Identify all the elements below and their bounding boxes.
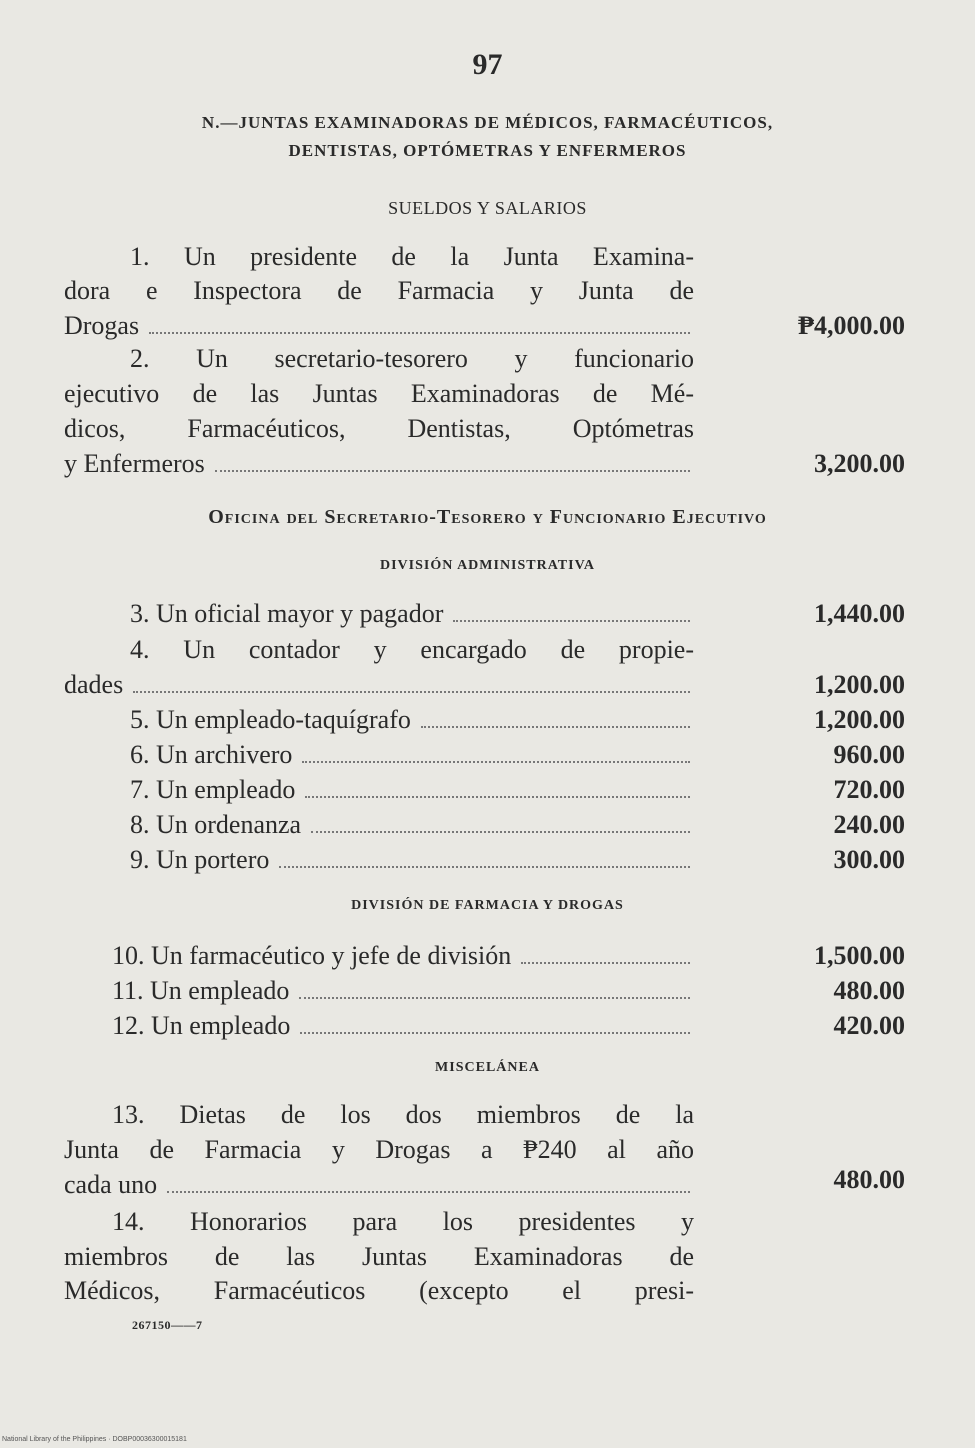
item-3-line — [130, 597, 694, 631]
item-5-label: 5. Un empleado-taquígrafo — [130, 705, 411, 734]
item-8-amount: 240.00 — [833, 810, 905, 839]
miscelanea-heading: MISCELÁNEA — [435, 1060, 540, 1075]
item-6-line — [130, 738, 694, 772]
item-14-line-2: miembros de las Juntas Examinadoras de — [64, 1242, 694, 1271]
item-9-line — [130, 843, 694, 877]
item-3-label: 3. Un oficial mayor y pagador — [130, 599, 444, 628]
leader-dots — [300, 1032, 690, 1034]
item-2-line-3: dicos, Farmacéuticos, Dentistas, Optómetras — [64, 414, 694, 443]
item-10-line — [112, 939, 694, 973]
item-5-line — [130, 703, 694, 737]
item-10-amount: 1,500.00 — [814, 941, 905, 970]
item-12-amount: 420.00 — [833, 1011, 905, 1040]
item-10-label: 10. Un farmacéutico y jefe de división — [112, 941, 512, 970]
item-1-line-1: 1. Un presidente de la Junta Examina- — [130, 242, 694, 271]
oficina-heading: Oficina del Secretario-Tesorero y Funcionario Ejecutivo — [208, 506, 767, 528]
item-12-line — [112, 1009, 694, 1043]
library-attribution: National Library of the Philippines · DOBP00036300015181 — [2, 1436, 187, 1443]
item-2-line-1: 2. Un secretario-tesorero y funcionario — [130, 344, 694, 373]
item-13-line-2: Junta de Farmacia y Drogas a ₱240 al año — [64, 1135, 694, 1164]
item-3-amount: 1,440.00 — [814, 599, 905, 628]
leader-dots — [215, 470, 690, 472]
item-6-amount: 960.00 — [833, 740, 905, 769]
item-14-line-3: Médicos, Farmacéuticos (excepto el presi- — [64, 1276, 694, 1305]
division-farmacia-heading: DIVISIÓN DE FARMACIA Y DROGAS — [351, 898, 624, 913]
item-2-line-4 — [64, 447, 694, 481]
item-1-label-end: Drogas — [64, 311, 140, 340]
item-7-amount: 720.00 — [833, 775, 905, 804]
leader-dots — [149, 332, 690, 334]
item-1-amount: ₱4,000.00 — [798, 311, 905, 340]
leader-dots — [133, 691, 690, 693]
item-11-label: 11. Un empleado — [112, 976, 290, 1005]
item-4-label-end: dades — [64, 670, 124, 699]
item-9-amount: 300.00 — [833, 845, 905, 874]
item-2-label-end: y Enfermeros — [64, 449, 205, 478]
item-4-line-1: 4. Un contador y encargado de propie- — [130, 635, 694, 664]
item-7-line — [130, 773, 694, 807]
section-title-line-2: DENTISTAS, OPTÓMETRAS Y ENFERMEROS — [288, 141, 687, 160]
division-administrativa-heading: DIVISIÓN ADMINISTRATIVA — [379, 558, 596, 573]
item-8-line — [130, 808, 694, 842]
leader-dots — [305, 796, 690, 798]
item-11-line — [112, 974, 694, 1008]
page-number: 97 — [472, 48, 503, 81]
section-title-line-1: N.—JUNTAS EXAMINADORAS DE MÉDICOS, FARMACÉUTICOS, — [201, 113, 774, 132]
item-4-amount: 1,200.00 — [814, 670, 905, 699]
item-13-line-1: 13. Dietas de los dos miembros de la — [112, 1100, 694, 1129]
item-12-label: 12. Un empleado — [112, 1011, 291, 1040]
item-2-amount: 3,200.00 — [814, 449, 905, 478]
item-1-line-3 — [64, 309, 694, 343]
item-1-line-2: dora e Inspectora de Farmacia y Junta de — [64, 276, 694, 305]
printer-code: 267150——7 — [132, 1318, 203, 1332]
item-13-line-3 — [64, 1168, 694, 1202]
item-4-line-2 — [64, 668, 694, 702]
item-8-label: 8. Un ordenanza — [130, 810, 302, 839]
item-2-line-2: ejecutivo de las Juntas Examinadoras de Mé- — [64, 379, 694, 408]
leader-dots — [421, 726, 690, 728]
item-9-label: 9. Un portero — [130, 845, 270, 874]
leader-dots — [521, 962, 690, 964]
leader-dots — [302, 761, 690, 763]
sueldos-heading: SUELDOS Y SALARIOS — [388, 198, 587, 218]
leader-dots — [453, 620, 690, 622]
item-7-label: 7. Un empleado — [130, 775, 296, 804]
leader-dots — [279, 866, 690, 868]
leader-dots — [167, 1191, 690, 1193]
item-14-line-1: 14. Honorarios para los presidentes y — [112, 1207, 694, 1236]
leader-dots — [299, 997, 690, 999]
item-5-amount: 1,200.00 — [814, 705, 905, 734]
item-11-amount: 480.00 — [833, 976, 905, 1005]
item-13-label-end: cada uno — [64, 1170, 158, 1199]
item-6-label: 6. Un archivero — [130, 740, 293, 769]
leader-dots — [311, 831, 690, 833]
item-13-amount: 480.00 — [833, 1165, 905, 1194]
